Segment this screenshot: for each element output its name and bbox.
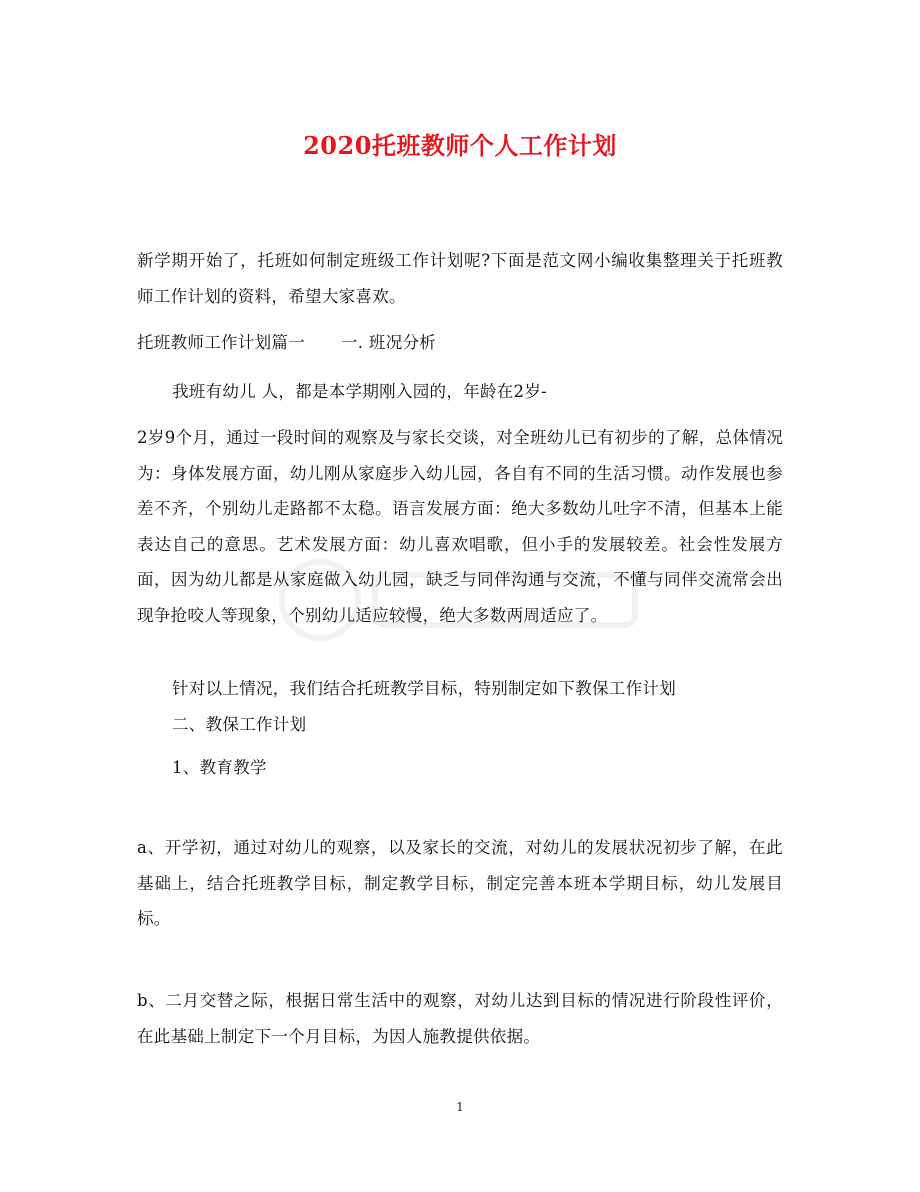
document-title: 2020托班教师个人工作计划 (303, 131, 617, 160)
item-a-paragraph: a、开学初，通过对幼儿的观察，以及家长的交流，对幼儿的发展状况初步了解，在此基础上，结合托班教学目标，制定教学目标，制定完善本班本学期目标，幼儿发展目标。 (137, 838, 783, 928)
class-intro-line: 我班有幼儿 人，都是本学期刚入园的，年龄在2岁- (172, 382, 548, 401)
sub-heading-education: 1、教育教学 (172, 758, 267, 777)
item-b-paragraph: b、二月交替之际，根据日常生活中的观察，对幼儿达到目标的情况进行阶段性评价，在此基础上制定下一个月目标，为因人施教提供依据。 (137, 991, 783, 1046)
plan-heading: 二、教保工作计划 (172, 715, 307, 734)
analysis-paragraph: 2岁9个月，通过一段时间的观察及与家长交谈，对全班幼儿已有初步的了解，总体情况为：身体发展方面，幼儿刚从家庭步入幼儿园，各自有不同的生活习惯。动作发展也参差不齐，个别幼儿走路都不太稳。语言发展方面：绝大多数幼儿吐字不清，但基本上能表达自己的意思。艺术发展方面：幼儿喜欢唱歌，但小手的发展较差。社会性发展方面，因为幼儿都是从家庭做入幼儿园，缺乏与同伴沟通与交流，不懂与同伴交流常会出现争抢咬人等现象，个别幼儿适应较慢，绝大多数两周适应了。 (137, 428, 783, 625)
intro-paragraph: 新学期开始了，托班如何制定班级工作计划呢?下面是范文网小编收集整理关于托班教师工作计划的资料，希望大家喜欢。 (137, 251, 783, 306)
section-line (137, 332, 436, 354)
page-number: 1 (456, 1100, 464, 1114)
section-heading: 一. 班况分析 (341, 333, 437, 352)
section-label: 托班教师工作计划篇一 (137, 333, 305, 352)
plan-intro-line: 针对以上情况，我们结合托班教学目标，特别制定如下教保工作计划 (172, 679, 676, 698)
